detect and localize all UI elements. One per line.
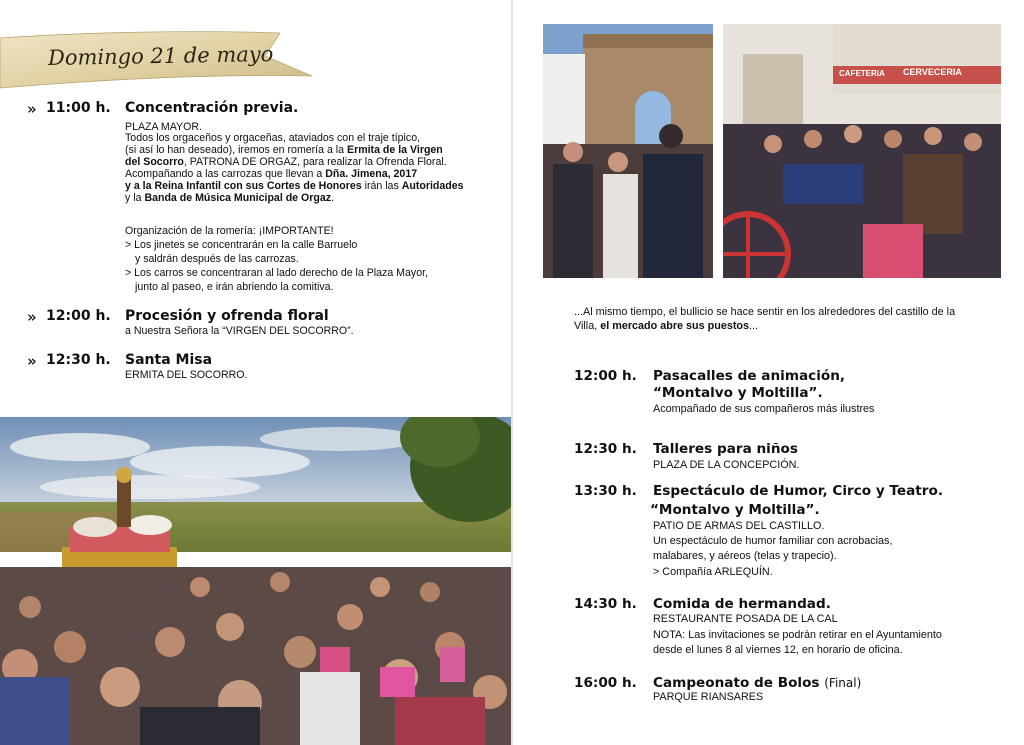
event-subtitle: “Montalvo y Moltilla”. <box>653 385 823 401</box>
event-text-line: del Socorro, PATRONA DE ORGAZ, para realizar la Ofrenda Floral. <box>125 156 447 168</box>
event-description: Acompañado de sus compañeros más ilustres <box>653 403 875 415</box>
event-time: 12:00 h. <box>574 368 637 384</box>
organization-heading: Organización de la romería: ¡IMPORTANTE! <box>125 225 334 237</box>
castle-gate-photo <box>543 24 713 278</box>
event-description: PATIO DE ARMAS DEL CASTILLO. <box>653 520 825 532</box>
event-time: 12:00 h. <box>46 308 111 324</box>
event-title: Pasacalles de animación, <box>653 368 846 384</box>
market-street-photo <box>723 24 1001 278</box>
event-title: Espectáculo de Humor, Circo y Teatro. <box>653 483 943 499</box>
organization-line: y saldrán después de las carrozas. <box>135 253 299 265</box>
event-description: desde el lunes 8 al viernes 12, en horario de oficina. <box>653 644 903 656</box>
left-page <box>0 0 511 745</box>
organization-line: > Los jinetes se concentrarán en la calle Barruelo <box>125 239 358 251</box>
chevron-right-icon: » <box>27 352 37 370</box>
event-text-line: y la Banda de Música Municipal de Orgaz. <box>125 192 334 204</box>
event-description: RESTAURANTE POSADA DE LA CAL <box>653 613 838 625</box>
intro-text-line: ...Al mismo tiempo, el bullicio se hace sentir en los alrededores del castillo de la <box>574 306 956 318</box>
event-title: Campeonato de Bolos (Final) <box>653 675 862 691</box>
event-text-line: y a la Reina Infantil con sus Cortes de Honores irán las Autoridades <box>125 180 464 192</box>
event-title: Santa Misa <box>125 352 213 368</box>
event-title: Concentración previa. <box>125 100 299 116</box>
event-title-suffix: (Final) <box>824 676 862 690</box>
intro-text-line: Villa, el mercado abre sus puestos... <box>574 320 759 332</box>
event-title: Talleres para niños <box>653 441 798 457</box>
event-description: malabares, y aéreos (telas y trapecio). <box>653 550 837 562</box>
castle-gate-illustration <box>543 24 713 278</box>
event-time: 12:30 h. <box>46 352 111 368</box>
chevron-right-icon: » <box>27 100 37 118</box>
event-text-line: (si así lo han deseado), iremos en romería a la Ermita de la Virgen <box>125 144 443 156</box>
event-time: 14:30 h. <box>574 596 637 612</box>
chevron-right-icon: » <box>27 308 37 326</box>
right-page <box>513 0 1024 745</box>
market-street-illustration <box>723 24 1001 278</box>
organization-line: junto al paseo, e irán abriendo la comitiva. <box>135 281 334 293</box>
event-subtitle: “Montalvo y Moltilla”. <box>650 502 820 518</box>
event-time: 12:30 h. <box>574 441 637 457</box>
event-text-line: Acompañando a las carrozas que llevan a Dña. Jimena, 2017 <box>125 168 418 180</box>
event-time: 13:30 h. <box>574 483 637 499</box>
event-title: Procesión y ofrenda floral <box>125 308 329 324</box>
ribbon-date-text: Domingo 21 de mayo <box>47 42 274 70</box>
event-text-line: Todos los orgaceños y orgaceñas, ataviados con el traje típico, <box>125 132 421 144</box>
event-time: 11:00 h. <box>46 100 111 116</box>
procession-photo <box>0 417 511 745</box>
event-description: PLAZA DE LA CONCEPCIÓN. <box>653 459 800 471</box>
cafeteria-sign: CAFETERIA <box>839 69 885 78</box>
event-description: NOTA: Las invitaciones se podrán retirar en el Ayuntamiento <box>653 629 942 641</box>
event-description: ERMITA DEL SOCORRO. <box>125 369 248 381</box>
cerveceria-sign: CERVECERIA <box>903 67 962 77</box>
event-time: 16:00 h. <box>574 675 637 691</box>
event-description: Un espectáculo de humor familiar con acrobacias, <box>653 535 893 547</box>
event-description: > Compañía ARLEQUÍN. <box>653 566 773 578</box>
event-description: PARQUE RIANSARES <box>653 691 764 703</box>
event-location: PLAZA MAYOR. <box>125 121 202 133</box>
organization-line: > Los carros se concentraran al lado derecho de la Plaza Mayor, <box>125 267 428 279</box>
event-description: a Nuestra Señora la “VIRGEN DEL SOCORRO”. <box>125 325 354 337</box>
procession-photo-illustration <box>0 417 511 745</box>
event-title: Comida de hermandad. <box>653 596 831 612</box>
